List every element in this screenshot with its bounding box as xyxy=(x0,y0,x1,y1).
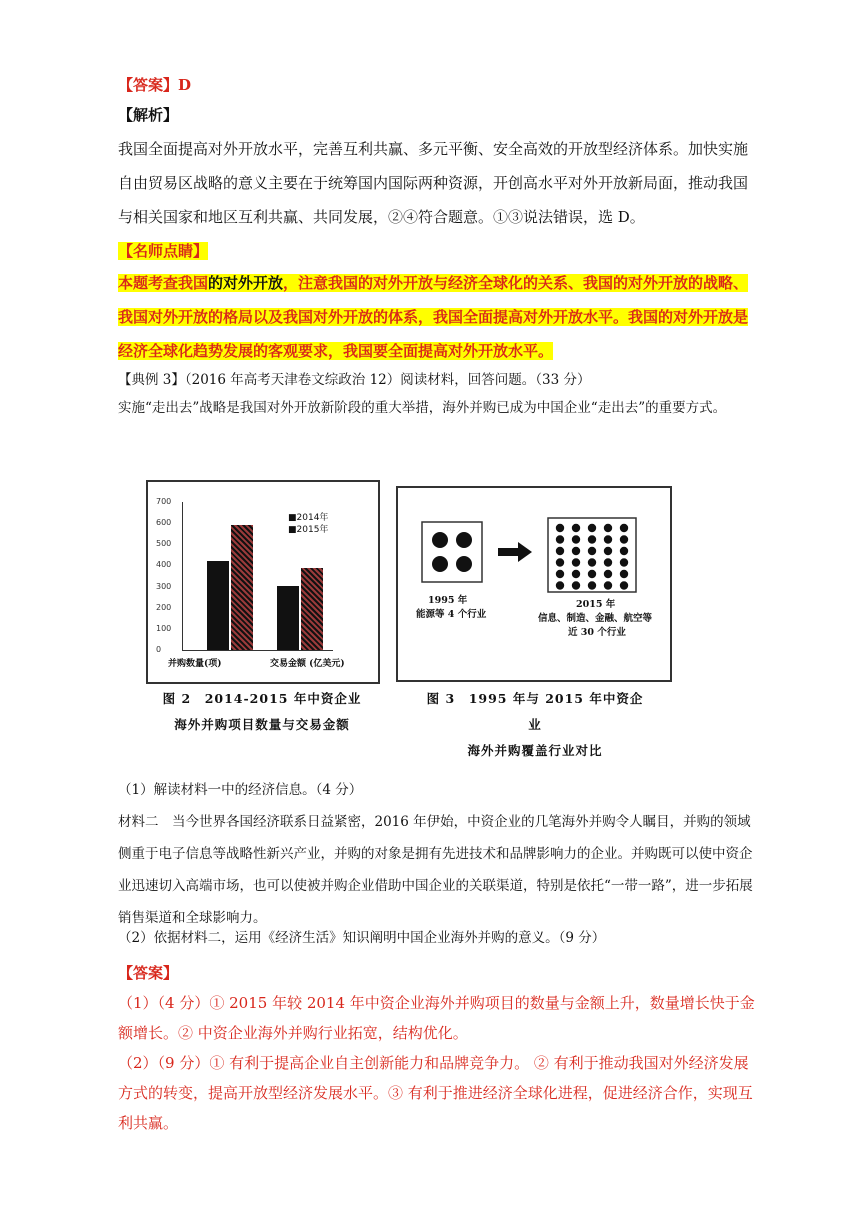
dot xyxy=(620,558,628,566)
dot xyxy=(604,535,612,543)
dot xyxy=(604,570,612,578)
dot xyxy=(556,558,564,566)
y-tick-label: 200 xyxy=(156,602,172,612)
tip-text-b: 的对外开放 xyxy=(208,274,284,292)
bar-2015-amount xyxy=(301,568,323,650)
dot xyxy=(572,524,580,532)
dot xyxy=(588,570,596,578)
y-tick-label: 500 xyxy=(156,539,172,549)
example-title: 【典例 3】（2016 年高考天津卷文综政治 12）阅读材料，回答问题。（33 分） xyxy=(118,372,591,388)
bar-2014-count xyxy=(207,561,229,650)
label-1995-desc: 能源等 4 个行业 xyxy=(416,609,487,620)
figure-2 xyxy=(146,480,380,684)
dot xyxy=(432,556,448,572)
answer-2-part-1: （1）（4 分）① 2015 年较 2014 年中资企业海外并购项目的数量与金额上升，数量增长快于金额增长。② 中资企业海外并购行业拓宽，结构优化。 xyxy=(118,994,755,1042)
dot xyxy=(604,581,612,589)
figure-3 xyxy=(396,486,672,682)
dot xyxy=(556,570,564,578)
dot xyxy=(456,556,472,572)
bar-2015-count xyxy=(231,525,253,650)
material-2: 材料二 当今世界各国经济联系日益紧密，2016 年伊始，中资企业的几笔海外并购令人瞩目，并购的领域侧重于电子信息等战略性新兴产业，并购的对象是拥有先进技术和品牌影响力的企业。并购既可以使中资企业迅速切入高端市场，也可以使被并购企业借助中国企业的关联渠道，特别是依托“一带一路”，进一步拓展销售渠道和全球影响力。 xyxy=(118,814,753,926)
dot xyxy=(588,558,596,566)
label-2015-desc1: 信息、制造、金融、航空等 xyxy=(538,613,653,624)
dot xyxy=(572,570,580,578)
question-2: （2）依据材料二，运用《经济生活》知识阐明中国企业海外并购的意义。（9 分） xyxy=(118,930,606,946)
dot xyxy=(620,547,628,555)
dot xyxy=(556,581,564,589)
dot xyxy=(572,558,580,566)
dot xyxy=(620,524,628,532)
dot xyxy=(572,547,580,555)
tip-text-a: 本题考查我国 xyxy=(118,274,209,292)
legend-2015: ■2015年 xyxy=(288,525,329,535)
y-tick-label: 700 xyxy=(156,497,172,506)
analysis-text: 我国全面提高对外开放水平，完善互利共赢、多元平衡、安全高效的开放型经济体系。加快实施自由贸易区战略的意义主要在于统筹国内国际两种资源，开创高水平对外开放新局面，推动我国与相关国家和地区互利共赢、共同发展，②④符合题意。①③说法错误，选 D。 xyxy=(118,140,749,226)
answer-2-label: 【答案】 xyxy=(118,964,179,982)
dot xyxy=(572,581,580,589)
dot xyxy=(620,570,628,578)
tip-text-c: ，注意我国的对外开放与经济全球化的关系、我国的对外开放的战略、我国对外开放的格局以及我国对外开放的体系，我国全面提高对外开放水平。我国的对外开放是经济全球化趋势发展的客观要求，我国要全面提高对外开放水平。 xyxy=(118,274,749,360)
dot xyxy=(620,535,628,543)
question-1: （1）解读材料一中的经济信息。（4 分） xyxy=(118,782,363,798)
analysis-label: 【解析】 xyxy=(118,106,179,124)
dot xyxy=(556,535,564,543)
dot xyxy=(556,524,564,532)
y-tick-label: 0 xyxy=(156,645,162,654)
dot xyxy=(620,581,628,589)
dot xyxy=(572,535,580,543)
dot xyxy=(588,524,596,532)
label-1995-year: 1995 年 xyxy=(428,595,468,606)
dot xyxy=(588,535,596,543)
y-tick-label: 400 xyxy=(156,560,172,570)
legend-2014: ■2014年 xyxy=(288,513,329,523)
tip-text xyxy=(118,266,758,368)
industry-box-1995 xyxy=(422,522,482,582)
dot xyxy=(604,558,612,566)
figure-3-graphic xyxy=(398,488,670,680)
dot xyxy=(604,547,612,555)
label-2015-year: 2015 年 xyxy=(576,599,616,610)
arrow-icon xyxy=(498,542,532,562)
answer-label: 【答案】 xyxy=(118,76,179,94)
dot xyxy=(456,532,472,548)
x-label-count: 并购数量(项) xyxy=(168,659,222,669)
answer-2-part-2: （2）（9 分）① 有利于提高企业自主创新能力和品牌竞争力。 ② 有利于推动我国对外经济发展方式的转变，提高开放型经济发展水平。③ 有利于推进经济全球化进程，促进经济合作，实现互利共赢。 xyxy=(118,1054,753,1132)
dot xyxy=(556,547,564,555)
answer-value: D xyxy=(178,76,192,94)
tip-label: 【名师点睛】 xyxy=(118,242,209,260)
x-label-amount: 交易金额 (亿美元) xyxy=(270,659,345,669)
y-tick-label: 300 xyxy=(156,581,172,591)
dot xyxy=(588,581,596,589)
figure-3-caption: 图 3 1995 年与 2015 年中资企业 海外并购覆盖行业对比 xyxy=(426,691,644,758)
label-2015-desc2: 近 30 个行业 xyxy=(568,627,626,638)
y-tick-label: 100 xyxy=(156,623,172,633)
dot xyxy=(588,547,596,555)
dot xyxy=(604,524,612,532)
figure-2-caption: 图 2 2014-2015 年中资企业 海外并购项目数量与交易金额 xyxy=(162,691,362,732)
bar-2014-amount xyxy=(277,586,299,650)
example-intro: 实施“走出去”战略是我国对外开放新阶段的重大举措，海外并购已成为中国企业“走出去”的重要方式。 xyxy=(118,400,727,416)
answer-line xyxy=(118,70,758,100)
y-tick-label: 600 xyxy=(156,518,172,528)
dot xyxy=(432,532,448,548)
